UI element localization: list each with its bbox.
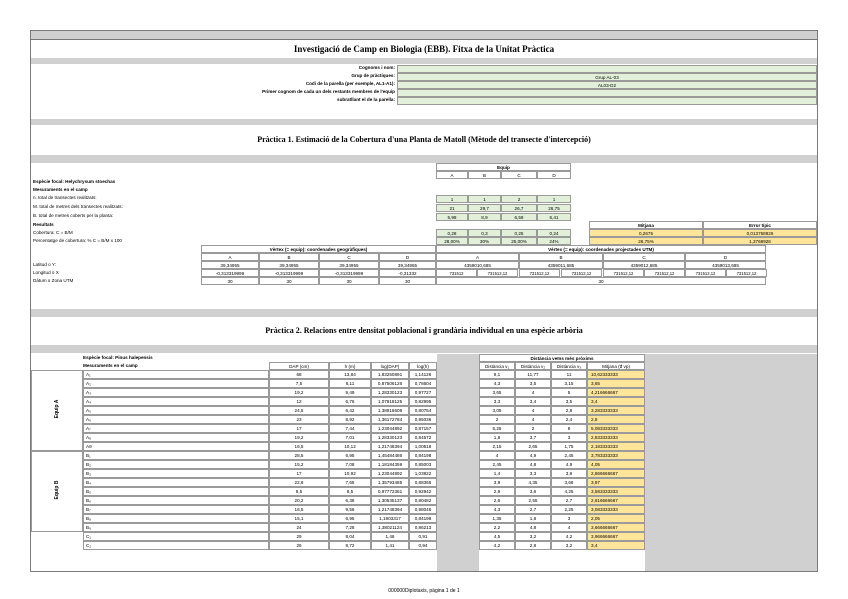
distance-value: 4,35 — [515, 478, 551, 487]
tree-value: 1,46 — [371, 532, 409, 541]
team-header: A — [436, 171, 468, 179]
tree-value: 9,49 — [329, 388, 371, 397]
utm-team: D — [685, 253, 766, 261]
tree-id: B₂ — [83, 460, 269, 469]
tree-value: 16,5 — [269, 505, 329, 514]
tree-id: B₃ — [83, 469, 269, 478]
tree-value: 6,76 — [329, 397, 371, 406]
distance-value: 3,083333333 — [587, 505, 645, 514]
error-header: Error típic — [703, 221, 817, 229]
results-label: Resultats — [33, 222, 54, 227]
tree-id: B₁ — [83, 451, 269, 460]
tree-value: 1,41 — [371, 541, 409, 550]
distance-value: 11 — [551, 370, 587, 379]
tree-id: A₄ — [83, 397, 269, 406]
distance-value: 2,05 — [587, 514, 645, 523]
distance-value: 3,05 — [479, 406, 515, 415]
tree-value: 17 — [269, 424, 329, 433]
tree-value: 0,80754 — [409, 406, 437, 415]
tree-value: 28,5 — [269, 451, 329, 460]
tree-value: 0,85003 — [409, 460, 437, 469]
tree-value: 1,03822 — [409, 469, 437, 478]
distance-value: 1,4 — [479, 469, 515, 478]
distance-value: 3,666666667 — [587, 523, 645, 532]
distance-value: 3,2 — [515, 532, 551, 541]
distance-value: 2,7 — [515, 505, 551, 514]
p2-measures: Mesuraments en el camp — [83, 363, 138, 368]
percent-error: 1,3768926 — [703, 237, 817, 245]
tree-value: 1,83250891 — [371, 370, 409, 379]
tree-value: 0,80482 — [409, 496, 437, 505]
tree-value: 6,42 — [329, 406, 371, 415]
tree-value: 20,2 — [269, 496, 329, 505]
distance-value: 3,66 — [551, 478, 587, 487]
distance-value: 8 — [551, 424, 587, 433]
distance-value: 2,15 — [479, 442, 515, 451]
p2-col-header: h (m) — [329, 362, 371, 370]
tree-id: B₅ — [83, 487, 269, 496]
distance-value: 1,8 — [515, 514, 551, 523]
tree-value: 7,28 — [329, 523, 371, 532]
distance-value: 3,97 — [587, 478, 645, 487]
distance-value: 3,283333333 — [587, 406, 645, 415]
geo-lon: -0,313319999 — [201, 269, 259, 277]
tree-value: 15,2 — [269, 460, 329, 469]
distance-value: 3,4 — [587, 397, 645, 406]
p2-col-header: log(h) — [409, 362, 437, 370]
spreadsheet-page — [30, 30, 818, 572]
tree-value: 0,87506126 — [371, 379, 409, 388]
tree-value: 23 — [269, 415, 329, 424]
distance-value: 2,6 — [479, 496, 515, 505]
p2-species: Espècie focal: Pinus halepensis — [83, 355, 153, 360]
tree-value: 19,2 — [269, 388, 329, 397]
geo-lat: 39,34955 — [259, 261, 319, 269]
utm-lon: 731512,12 — [726, 269, 767, 277]
geo-team: B — [259, 253, 319, 261]
percent-value: 25,00% — [501, 237, 537, 245]
coverage-mean: 0,2675 — [589, 229, 703, 237]
row-label: B. total de metres coberts per la planta: — [33, 213, 114, 218]
tree-value: 8,5 — [329, 487, 371, 496]
distance-value: 5,083333333 — [587, 424, 645, 433]
utm-lon: 731512,12 — [644, 269, 685, 277]
utm-lon: 731512,12 — [685, 269, 726, 277]
row-label: M. total de metres dels transectes realitzats: — [33, 204, 123, 209]
tree-value: 0,88366 — [409, 478, 437, 487]
utm-datum: 30 — [436, 277, 766, 285]
tree-value: 1,35793485 — [371, 478, 409, 487]
tree-value: 8,04 — [329, 532, 371, 541]
tree-value: 0,91 — [409, 532, 437, 541]
tree-value: 15,1 — [269, 514, 329, 523]
tree-value: 22,8 — [269, 478, 329, 487]
ident-label: subratllant el de la parella: — [337, 97, 395, 102]
distance-value: 3,65 — [587, 379, 645, 388]
distance-value: 2,4 — [551, 415, 587, 424]
distance-value: 4,3 — [479, 505, 515, 514]
geo-datum: 30 — [201, 277, 259, 285]
distance-value: 3,583333333 — [587, 487, 645, 496]
tree-value: 6,95 — [329, 451, 371, 460]
tree-value: 26 — [269, 541, 329, 550]
row-value: 1 — [436, 195, 468, 203]
distance-value: 1,8 — [479, 433, 515, 442]
geo-lat: 39,34955 — [201, 261, 259, 269]
distance-value: 5 — [551, 388, 587, 397]
distance-value: 3,9 — [479, 478, 515, 487]
p2-col-header: log(DAP) — [371, 362, 409, 370]
distance-value: 3,783333333 — [587, 451, 645, 460]
ident-field — [397, 97, 817, 105]
dist-col-header: Distància v₃ — [551, 362, 587, 370]
distance-value: 2 — [515, 424, 551, 433]
tree-id: A₂ — [83, 379, 269, 388]
distance-value: 2,45 — [551, 451, 587, 460]
distance-value: 5,25 — [479, 424, 515, 433]
tree-value: 0,98046 — [409, 505, 437, 514]
distance-value: 4,5 — [479, 532, 515, 541]
tree-value: 1,07918125 — [371, 397, 409, 406]
distance-value: 2,7 — [551, 496, 587, 505]
tree-value: 6,95 — [329, 514, 371, 523]
coverage-error: 0,013768826 — [703, 229, 817, 237]
tree-value: 0,78604 — [409, 379, 437, 388]
tree-value: 1,28330123 — [371, 433, 409, 442]
tree-value: 0,86213 — [409, 523, 437, 532]
practice2-title: Pràctica 2. Relacions entre densitat poblacional i grandària individual en una espècie arbòria — [31, 317, 817, 346]
tree-value: 17 — [269, 469, 329, 478]
geo-datum: 30 — [319, 277, 379, 285]
distance-value: 3 — [551, 514, 587, 523]
tree-value: 0,97772361 — [371, 487, 409, 496]
distance-value: 2,45 — [479, 460, 515, 469]
distance-value: 10,62333333 — [587, 370, 645, 379]
utm-lon: 731512,12 — [561, 269, 602, 277]
tree-value: 19,2 — [269, 433, 329, 442]
ident-label: Codi de la parella (per exemple, AL1-A1): — [305, 81, 395, 86]
tree-value: 6,11 — [329, 379, 371, 388]
utm-lat: 4359010,685 — [436, 261, 519, 269]
tree-value: 0,84198 — [409, 451, 437, 460]
row-value: 26,75 — [537, 204, 571, 212]
tree-value: 7,65 — [329, 478, 371, 487]
geo-lat: 39,34955 — [319, 261, 379, 269]
dist-col-header: Distància v₁ — [479, 362, 515, 370]
tree-value: 1,38021124 — [371, 523, 409, 532]
tree-id: B₄ — [83, 478, 269, 487]
team-header: B — [468, 171, 501, 179]
geo-lon: -0,313319999 — [319, 269, 379, 277]
tree-value: 0,82995 — [409, 397, 437, 406]
distance-value: 2,65 — [515, 442, 551, 451]
ident-field: Grup AL-03 — [397, 73, 817, 81]
row-value: 21 — [436, 204, 468, 212]
tree-value: 0,84198 — [409, 514, 437, 523]
tree-value: 1,00518 — [409, 442, 437, 451]
distance-value: 4 — [515, 388, 551, 397]
distance-value: 3,65 — [479, 388, 515, 397]
tree-value: 1,38916608 — [371, 406, 409, 415]
tree-id: B₉ — [83, 523, 269, 532]
utm-team: C — [603, 253, 685, 261]
dist-header: Distància veïns més pròxims — [479, 354, 645, 362]
geo-team: D — [379, 253, 436, 261]
distance-value: 4,216666667 — [587, 388, 645, 397]
ident-field — [397, 89, 817, 97]
percent-value: 30% — [468, 237, 501, 245]
distance-value: 3,2 — [551, 541, 587, 550]
ident-label: Cognoms i nom: — [358, 65, 395, 70]
distance-value: 9,1 — [479, 370, 515, 379]
top-band — [31, 31, 817, 39]
tree-value: 6,38 — [329, 496, 371, 505]
row-value: 8,9 — [468, 213, 501, 221]
tree-value: 1,28330123 — [371, 388, 409, 397]
ident-field: AL03-D2 — [397, 81, 817, 89]
distance-value: 4,05 — [587, 460, 645, 469]
distance-value: 2,616666667 — [587, 496, 645, 505]
band-5 — [31, 309, 817, 317]
tree-id: A₈ — [83, 433, 269, 442]
coverage-value: 0,24 — [537, 229, 571, 237]
utm-lat: 4359011,685 — [519, 261, 603, 269]
tree-value: 7,01 — [329, 433, 371, 442]
p2-gray-gap — [437, 354, 479, 571]
distance-value: 2,8 — [551, 406, 587, 415]
distance-value: 2,8 — [587, 415, 645, 424]
band-6 — [31, 345, 817, 353]
distance-value: 4,3 — [479, 379, 515, 388]
distance-value: 3,966666667 — [587, 532, 645, 541]
tree-id: A9 — [83, 442, 269, 451]
tree-value: 0,92942 — [409, 487, 437, 496]
tree-value: 1,23044892 — [371, 469, 409, 478]
distance-value: 2 — [479, 415, 515, 424]
utm-lon: 731512,12 — [477, 269, 518, 277]
distance-value: 2,9 — [479, 487, 515, 496]
row-value: 6,59 — [501, 213, 537, 221]
p2-col-header: DAP (cm) — [269, 362, 329, 370]
tree-id: B₇ — [83, 505, 269, 514]
distance-value: 2,2 — [479, 523, 515, 532]
tree-value: 13,84 — [329, 370, 371, 379]
row-value: 5,98 — [436, 213, 468, 221]
distance-value: 4 — [479, 451, 515, 460]
distance-value: 4,8 — [515, 523, 551, 532]
distance-value: 4,9 — [515, 451, 551, 460]
page-title: Investigació de Camp en Biologia (EBB). Fitxa de la Unitat Pràctica — [31, 39, 817, 59]
tree-value: 12 — [269, 397, 329, 406]
geo-datum: 30 — [259, 277, 319, 285]
dist-col-header: Mitjana (d̅ vp) — [587, 362, 645, 370]
distance-value: 3,6 — [515, 487, 551, 496]
tree-id: A₆ — [83, 415, 269, 424]
utm-team: A — [436, 253, 519, 261]
tree-value: 1,23044892 — [371, 424, 409, 433]
row-label: n. total de transectes realitzats: — [33, 195, 97, 200]
coverage-value: 0,3 — [468, 229, 501, 237]
distance-value: 2,25 — [551, 505, 587, 514]
distance-value: 4,9 — [551, 460, 587, 469]
tree-value: 0,84572 — [409, 433, 437, 442]
dist-col-header: Distància v₂ — [515, 362, 551, 370]
tree-value: 8,72 — [329, 541, 371, 550]
percent-value: 28,00% — [436, 237, 468, 245]
tree-value: 8,92 — [329, 415, 371, 424]
ident-field — [397, 65, 817, 73]
percent-label: Percentatge de cobertura: % C = B/M x 100 — [33, 238, 122, 243]
species-label: Espècie focal: Helychrysum stoechas — [33, 179, 116, 184]
distance-value: 2,8 — [515, 541, 551, 550]
tree-id: C₂ — [83, 541, 269, 550]
tree-value: 0,95036 — [409, 415, 437, 424]
row-value: 1 — [468, 195, 501, 203]
distance-value: 4 — [551, 523, 587, 532]
utm-team: B — [519, 253, 603, 261]
row-value: 1 — [537, 195, 571, 203]
team-a-label: Equip A — [54, 399, 60, 419]
equip-header: Equip — [436, 163, 571, 171]
measures-label: Mesuraments en el camp — [33, 187, 88, 192]
tree-value: 9,56 — [329, 505, 371, 514]
distance-value: 2,55 — [515, 496, 551, 505]
geo-header: Vèrtex (= equip): coordenades geogràfiques) — [201, 245, 436, 253]
utm-header: Vèrtex (= equip): coordenades projectades UTM) — [436, 245, 766, 253]
tree-value: 1,45484486 — [371, 451, 409, 460]
band-2 — [31, 58, 817, 64]
tree-value: 1,30535137 — [371, 496, 409, 505]
tree-value: 1,1903317 — [371, 514, 409, 523]
tree-value: 7,5 — [269, 379, 329, 388]
lat-label: Latitud o Y: — [33, 262, 56, 267]
distance-value: 3,4 — [587, 541, 645, 550]
distance-value: 3,9 — [551, 469, 587, 478]
geo-lon: -0,313319999 — [259, 269, 319, 277]
geo-datum: 30 — [379, 277, 436, 285]
row-value: 2 — [501, 195, 537, 203]
tree-value: 7,44 — [329, 424, 371, 433]
team-b-label: Equip B — [54, 480, 60, 500]
tree-value: 68 — [269, 370, 329, 379]
tree-id: A₃ — [83, 388, 269, 397]
geo-team: C — [319, 253, 379, 261]
utm-lon: 731512,12 — [603, 269, 644, 277]
distance-value: 4,8 — [515, 460, 551, 469]
tree-value: 9,5 — [269, 487, 329, 496]
distance-value: 3,5 — [515, 379, 551, 388]
lon-label: Longitud o X — [33, 270, 59, 275]
distance-value: 4,2 — [479, 541, 515, 550]
utm-lat: 4359013,685 — [685, 261, 766, 269]
geo-lat: 39,34955 — [379, 261, 436, 269]
distance-value: 4,25 — [551, 487, 587, 496]
distance-value: 1,75 — [551, 442, 587, 451]
distance-value: 3,3 — [479, 397, 515, 406]
row-value: 26,7 — [501, 204, 537, 212]
distance-value: 4 — [515, 406, 551, 415]
distance-value: 4 — [515, 415, 551, 424]
datum-label: Dàtum o Zona UTM — [33, 278, 74, 283]
ident-label: Grup de pràctiques: — [351, 73, 395, 78]
tree-value: 1,18184359 — [371, 460, 409, 469]
distance-value: 2,183333333 — [587, 442, 645, 451]
distance-value: 11,77 — [515, 370, 551, 379]
tree-value: 29 — [269, 532, 329, 541]
percent-mean: 26,75% — [589, 237, 703, 245]
team-header: D — [537, 171, 571, 179]
tree-value: 1,36172784 — [371, 415, 409, 424]
page-footer: 000000Diplotaxis, pàgina 1 de 1 — [388, 588, 460, 594]
coverage-value: 0,25 — [501, 229, 537, 237]
row-value: 29,7 — [468, 204, 501, 212]
tree-id: B₆ — [83, 496, 269, 505]
tree-value: 24 — [269, 523, 329, 532]
tree-value: 0,87157 — [409, 424, 437, 433]
tree-id: C₁ — [83, 532, 269, 541]
distance-value: 3,3 — [515, 469, 551, 478]
band-4 — [31, 155, 817, 163]
team-header: C — [501, 171, 537, 179]
tree-value: 10,12 — [329, 442, 371, 451]
distance-value: 3,4 — [515, 397, 551, 406]
distance-value: 3,5 — [551, 397, 587, 406]
distance-value: 2,833333333 — [587, 433, 645, 442]
tree-value: 1,21748394 — [371, 505, 409, 514]
utm-lat: 4359012,685 — [603, 261, 685, 269]
tree-value: 0,97727 — [409, 388, 437, 397]
tree-id: A₅ — [83, 406, 269, 415]
distance-value: 2,866666667 — [587, 469, 645, 478]
p2-gray-right — [645, 354, 817, 571]
mean-header: Mitjana — [589, 221, 703, 229]
practice1-title: Pràctica 1. Estimació de la Cobertura d'una Planta de Matoll (Mètode del transecte d'intercepció) — [31, 125, 817, 156]
distance-value: 3 — [551, 433, 587, 442]
distance-value: 3,7 — [515, 433, 551, 442]
ident-label: Primer cognom de cada un dels restants membres de l'equip — [262, 89, 395, 94]
distance-value: 4,2 — [551, 532, 587, 541]
utm-lon: 731512,12 — [519, 269, 560, 277]
geo-team: A — [201, 253, 259, 261]
coverage-value: 0,28 — [436, 229, 468, 237]
distance-value: 1,35 — [479, 514, 515, 523]
tree-id: A₁ — [83, 370, 269, 379]
tree-value: 10,92 — [329, 469, 371, 478]
tree-value: 1,14126 — [409, 370, 437, 379]
tree-value: 24,5 — [269, 406, 329, 415]
tree-value: 0,94 — [409, 541, 437, 550]
distance-value: 3,15 — [551, 379, 587, 388]
tree-value: 16,5 — [269, 442, 329, 451]
tree-id: A₇ — [83, 424, 269, 433]
coverage-label: Cobertura: C = B/M — [33, 230, 73, 235]
tree-value: 1,21748394 — [371, 442, 409, 451]
tree-id: B₈ — [83, 514, 269, 523]
geo-lon: -0,31332 — [379, 269, 436, 277]
tree-value: 7,08 — [329, 460, 371, 469]
row-value: 6,41 — [537, 213, 571, 221]
utm-lon: 731512 — [436, 269, 477, 277]
percent-value: 24% — [537, 237, 571, 245]
